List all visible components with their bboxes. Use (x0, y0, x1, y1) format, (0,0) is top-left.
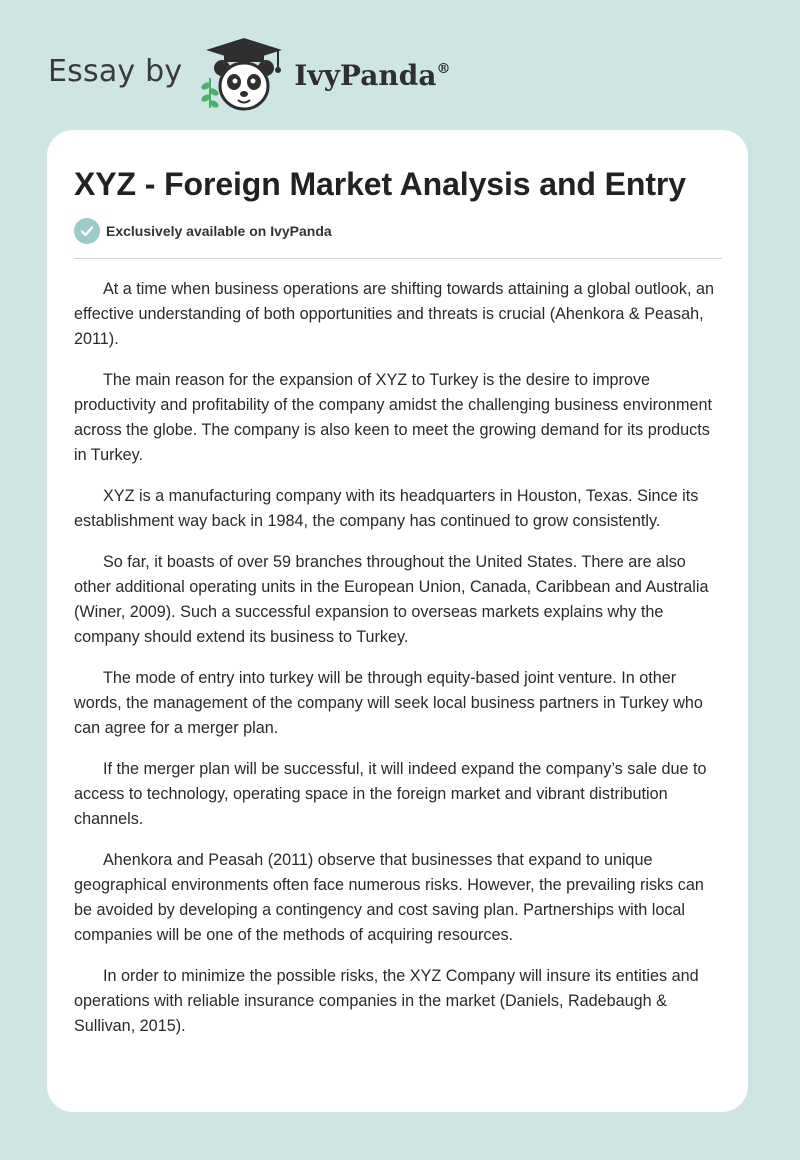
paragraph: XYZ is a manufacturing company with its headquarters in Houston, Texas. Since its establishment way back in 1984, the company has continued to grow consistently. (74, 487, 699, 530)
essay-body (74, 277, 722, 1039)
site-header (48, 34, 450, 114)
check-circle-icon (74, 218, 100, 244)
paragraph: So far, it boasts of over 59 branches throughout the United States. There are also other additional operating units in the European Union, Canada, Caribbean and Australia (Winer, 2009). Such a successful expansion to overseas markets explains why the company should extend its business to Turkey. (74, 553, 709, 646)
essay-card (47, 130, 748, 1112)
paragraph: The main reason for the expansion of XYZ to Turkey is the desire to improve productivity and profitability of the company amidst the challenging business environment across the globe. The company is also keen to meet the growing demand for its products in Turkey. (74, 371, 712, 464)
panda-graduate-icon (198, 34, 290, 114)
paragraph: The mode of entry into turkey will be through equity-based joint venture. In other words, the management of the company will seek local business partners in Turkey who can agree for a merger plan. (74, 669, 703, 737)
paragraph: At a time when business operations are shifting towards attaining a global outlook, an effective understanding of both opportunities and threats is crucial (Ahenkora & Peasah, 2011). (74, 280, 714, 348)
divider (74, 258, 722, 259)
exclusive-badge-label: Exclusively available on IvyPanda (106, 223, 332, 239)
exclusive-badge (74, 216, 722, 246)
paragraph: If the merger plan will be successful, it will indeed expand the company’s sale due to access to technology, operating space in the foreign market and vibrant distribution channels. (74, 760, 707, 828)
page-title: XYZ - Foreign Market Analysis and Entry (74, 166, 686, 202)
brand-name: IvyPanda® (294, 58, 451, 92)
paragraph: Ahenkora and Peasah (2011) observe that businesses that expand to unique geographical environments often face numerous risks. However, the prevailing risks can be avoided by developing a contingency and cost saving plan. Partnerships with local companies will be one of the methods of acquiring resources. (74, 851, 704, 944)
registered-mark: ® (436, 60, 451, 77)
paragraph: In order to minimize the possible risks, the XYZ Company will insure its entities and operations with reliable insurance companies in the market (Daniels, Radebaugh & Sullivan, 2015). (74, 967, 699, 1035)
essay-by-label: Essay by (48, 53, 183, 89)
